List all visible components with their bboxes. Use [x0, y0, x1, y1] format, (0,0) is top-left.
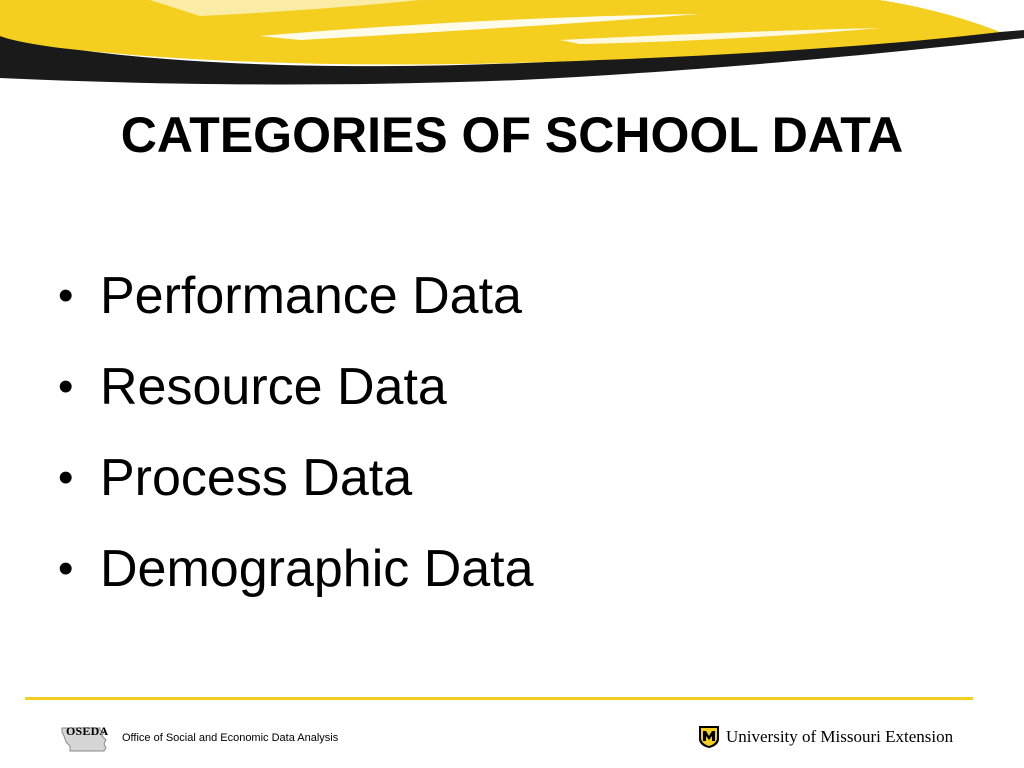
- list-item: [58, 250, 534, 341]
- oseda-label: Office of Social and Economic Data Analysis: [122, 732, 339, 744]
- oseda-footer-logo: [60, 722, 338, 752]
- bullet-glyph: •: [58, 361, 74, 411]
- bullet-glyph: •: [58, 452, 74, 502]
- mu-extension-footer-logo: [698, 724, 953, 750]
- list-item: [58, 341, 534, 432]
- oseda-logo-text: OSEDA: [66, 724, 109, 738]
- bullet-text-resource: Resource Data: [100, 357, 447, 416]
- bullet-list: [58, 250, 534, 614]
- mu-shield-icon: [698, 725, 720, 749]
- bullet-text-process: Process Data: [100, 448, 413, 507]
- list-item: [58, 523, 534, 614]
- bullet-glyph: •: [58, 270, 74, 320]
- bullet-glyph: •: [58, 543, 74, 593]
- mu-extension-label: University of Missouri Extension: [726, 727, 954, 746]
- bullet-text-demographic: Demographic Data: [100, 539, 534, 598]
- slide-title: CATEGORIES OF SCHOOL DATA: [120, 107, 904, 163]
- missouri-state-outline-icon: [60, 724, 118, 752]
- list-item: [58, 432, 534, 523]
- header-swoosh-decoration: [0, 0, 1024, 90]
- bullet-text-performance: Performance Data: [100, 266, 522, 325]
- footer-divider: [25, 697, 973, 700]
